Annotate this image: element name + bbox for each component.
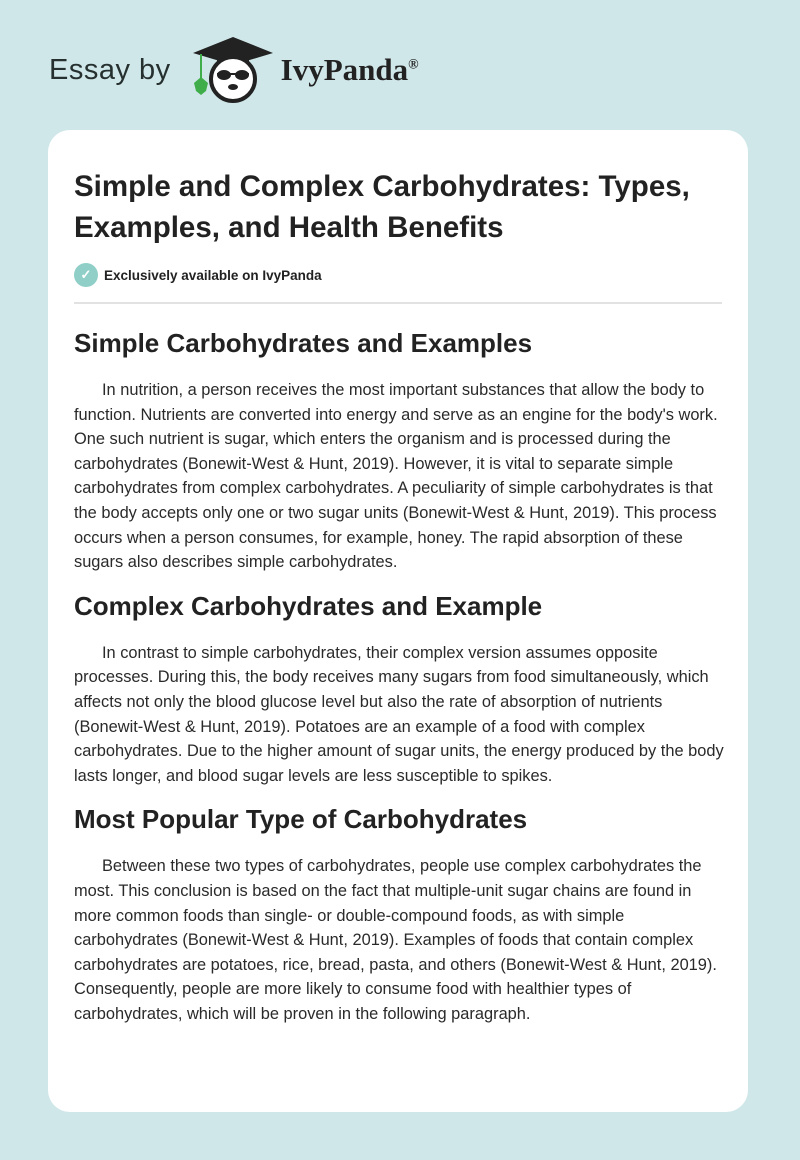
exclusive-badge bbox=[74, 263, 322, 287]
section-paragraph: In nutrition, a person receives the most important substances that allow the body to function. Nutrients are converted into energy and serve as an engine for the body's work. One such nutrient is sugar, which enters the organism and is processed during the carbohydrates (Bonewit-West & Hunt, 2019). However, it is vital to separate simple carbohydrates from complex carbohydrates. A peculiarity of simple carbohydrates is that the body accepts only one or two sugar units (Bonewit-West & Hunt, 2019). This process occurs when a person consumes, for example, honey. The rapid absorption of these sugars also describes simple carbohydrates. bbox=[74, 381, 718, 572]
brand-text: IvyPanda bbox=[280, 52, 409, 87]
essay-card bbox=[48, 130, 748, 1112]
essay-by-label: Essay by bbox=[49, 53, 171, 86]
check-icon: ✓ bbox=[74, 263, 98, 287]
essay-content bbox=[74, 318, 726, 1040]
section-heading: Most Popular Type of Carbohydrates bbox=[74, 804, 528, 835]
site-header bbox=[49, 38, 419, 102]
ivypanda-logo-icon[interactable] bbox=[189, 35, 277, 105]
registered-mark: ® bbox=[408, 57, 419, 73]
section-heading: Complex Carbohydrates and Example bbox=[74, 590, 543, 621]
essay-title: Simple and Complex Carbohydrates: Types, Examples, and Health Benefits bbox=[74, 170, 690, 244]
section-paragraph: Between these two types of carbohydrates, people use complex carbohydrates the most. This conclusion is based on the fact that multiple-unit sugar chains are found in more common foods than single- or double-compound foods, as with simple carbohydrates (Bonewit-West & Hunt, 2019). Examples of foods that contain complex carbohydrates are potatoes, rice, bread, pasta, and others (Bonewit-West & Hunt, 2019). Consequently, people are more likely to consume food with healthier types of carbohydrates, which will be proven in the following paragraph. bbox=[74, 857, 717, 1023]
section-heading: Simple Carbohydrates and Examples bbox=[74, 328, 533, 358]
section-paragraph: In contrast to simple carbohydrates, their complex version assumes opposite processes. During this, the body receives many sugars from food simultaneously, which affects not only the blood glucose level but also the rate of absorption of nutrients (Bonewit-West & Hunt, 2019). Potatoes are an example of a food with complex carbohydrates. Due to the higher amount of sugar units, the energy produced by the body lasts longer, and blood sugar levels are less susceptible to spikes. bbox=[74, 643, 724, 785]
exclusive-badge-text: Exclusively available on IvyPanda bbox=[104, 267, 322, 283]
brand-name[interactable] bbox=[281, 52, 419, 88]
divider bbox=[74, 302, 722, 304]
